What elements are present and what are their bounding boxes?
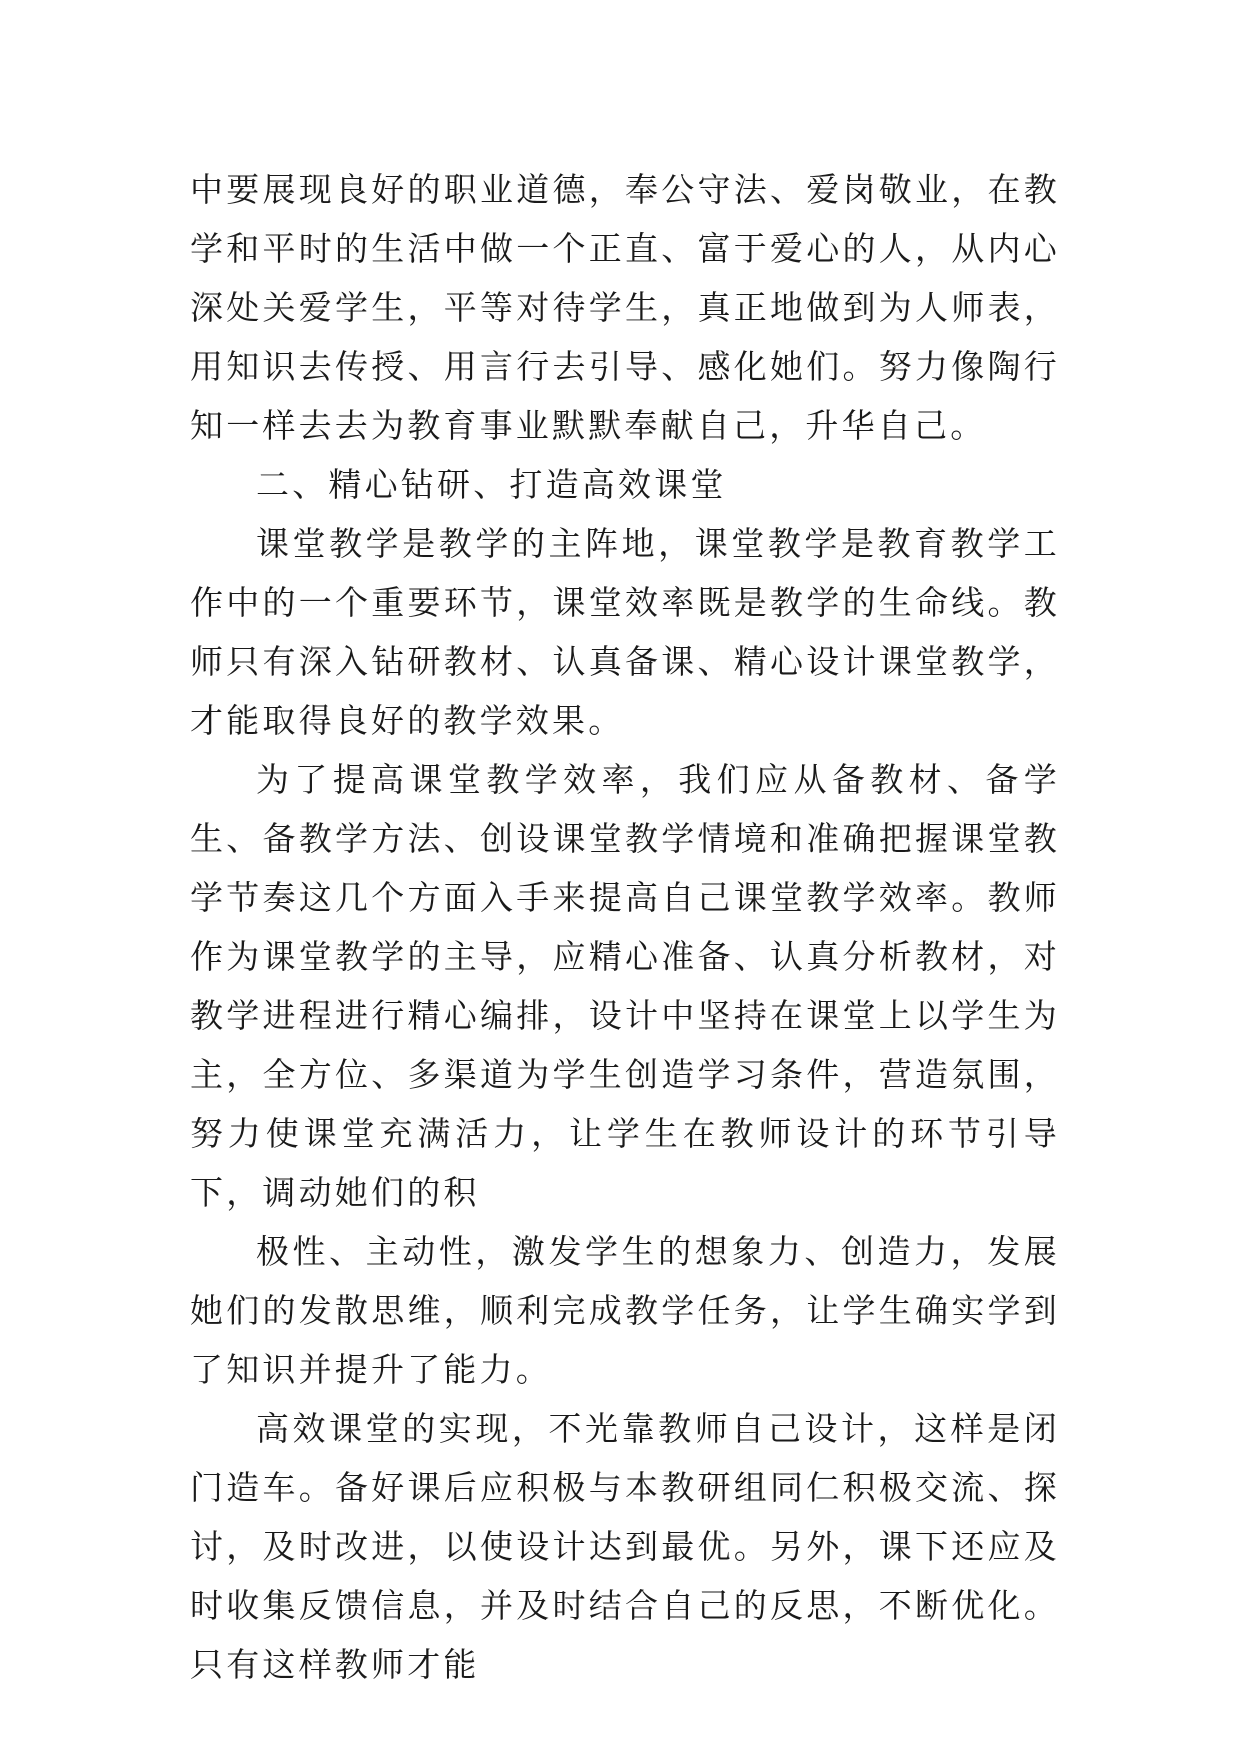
paragraph: 高效课堂的实现，不光靠教师自己设计，这样是闭门造车。备好课后应积极与本教研组同仁积极交流、探讨，及时改进，以使设计达到最优。另外，课下还应及时收集反馈信息，并及时结合自己的反思，不断优化。只有这样教师才能 (190, 1409, 1060, 1684)
document-body (190, 160, 1060, 1694)
paragraph: 课堂教学是教学的主阵地，课堂教学是教育教学工作中的一个重要环节，课堂效率既是教学的生命线。教师只有深入钻研教材、认真备课、精心设计课堂教学，才能取得良好的教学效果。 (190, 524, 1060, 740)
paragraph: 极性、主动性，激发学生的想象力、创造力，发展她们的发散思维，顺利完成教学任务，让学生确实学到了知识并提升了能力。 (190, 1232, 1060, 1389)
paragraph: 为了提高课堂教学效率，我们应从备教材、备学生、备教学方法、创设课堂教学情境和准确把握课堂教学节奏这几个方面入手来提高自己课堂教学效率。教师作为课堂教学的主导，应精心准备、认真分析教材，对教学进程进行精心编排，设计中坚持在课堂上以学生为主，全方位、多渠道为学生创造学习条件，营造氛围，努力使课堂充满活力，让学生在教师设计的环节引导下，调动她们的积 (190, 760, 1060, 1212)
paragraph: 中要展现良好的职业道德，奉公守法、爱岗敬业，在教学和平时的生活中做一个正直、富于爱心的人，从内心深处关爱学生，平等对待学生，真正地做到为人师表，用知识去传授、用言行去引导、感化她们。努力像陶行知一样去去为教育事业默默奉献自己，升华自己。 (190, 170, 1060, 445)
section-heading: 二、精心钻研、打造高效课堂 (256, 465, 727, 504)
